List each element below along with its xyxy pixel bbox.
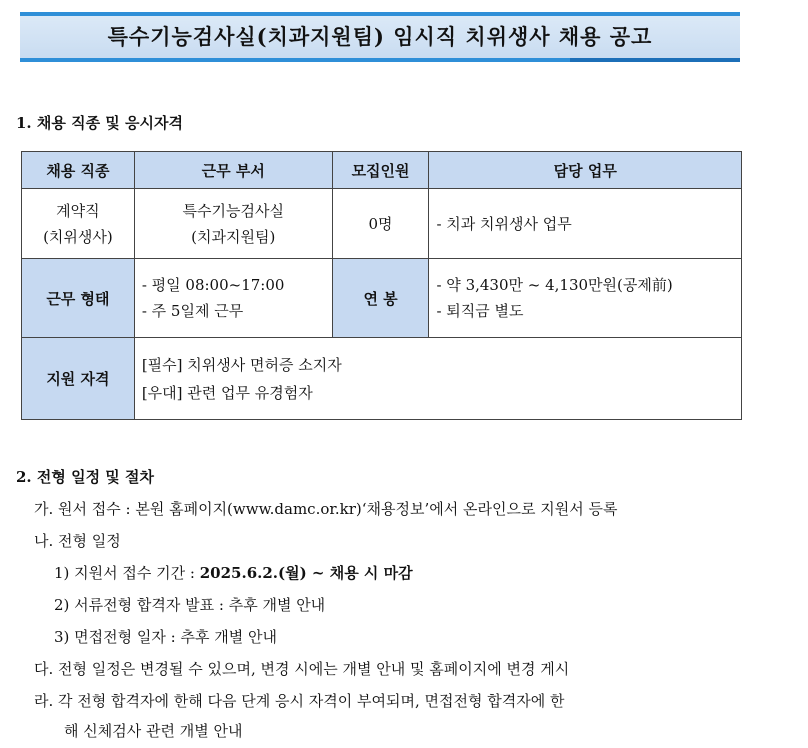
- duty-cell: - 치과 치위생사 업무: [429, 189, 742, 259]
- list-item: 가. 원서 접수 : 본원 홈페이지(www.damc.or.kr)‘채용정보’에서 온라인으로 지원서 등록: [34, 500, 618, 518]
- table-row: [22, 259, 742, 338]
- banner-bottom-rule: [20, 58, 570, 62]
- qualification-cell: [134, 338, 741, 420]
- job-type-line: (치위생사): [43, 227, 113, 246]
- section-2-heading: 2. 전형 일정 및 절차: [16, 468, 154, 486]
- recruitment-table: [21, 151, 742, 420]
- header-job-type: 채용 직종: [22, 152, 135, 189]
- list-item-continuation: 해 신체검사 관련 개별 안내: [64, 722, 243, 740]
- department-line: 특수기능검사실: [182, 201, 284, 220]
- work-type-line: - 평일 08:00~17:00: [141, 276, 285, 294]
- banner-bottom-rule-accent: [570, 58, 740, 62]
- salary-line: - 퇴직금 별도: [436, 302, 524, 320]
- qualification-label: 지원 자격: [22, 338, 135, 420]
- headcount-cell: 0명: [332, 189, 429, 259]
- job-type-cell: [22, 189, 135, 259]
- header-headcount: 모집인원: [332, 152, 429, 189]
- department-cell: [134, 189, 332, 259]
- work-type-line: - 주 5일제 근무: [141, 302, 244, 320]
- schedule-step-3: 3) 면접전형 일자 : 추후 개별 안내: [54, 628, 277, 646]
- header-duty: 담당 업무: [429, 152, 742, 189]
- table-row: [22, 189, 742, 259]
- page-title: 특수기능검사실(치과지원팀) 임시직 치위생사 채용 공고: [107, 24, 653, 49]
- list-item: 나. 전형 일정: [34, 532, 121, 550]
- work-type-label: 근무 형태: [22, 259, 135, 338]
- schedule-step-2: 2) 서류전형 합격자 발표 : 추후 개별 안내: [54, 596, 326, 614]
- salary-line: - 약 3,430만 ~ 4,130만원(공제前): [436, 276, 673, 294]
- salary-label: 연 봉: [332, 259, 429, 338]
- table-row: [22, 338, 742, 420]
- qualification-line: [필수] 치위생사 면허증 소지자: [141, 355, 342, 374]
- work-type-cell: [134, 259, 332, 338]
- list-item: 라. 각 전형 합격자에 한해 다음 단계 응시 자격이 부여되며, 면접전형 합격자에 한: [34, 692, 565, 710]
- list-item: 다. 전형 일정은 변경될 수 있으며, 변경 시에는 개별 안내 및 홈페이지에 변경 게시: [34, 660, 570, 678]
- salary-cell: [429, 259, 742, 338]
- title-banner: [20, 12, 740, 62]
- job-type-line: 계약직: [56, 201, 100, 220]
- department-line: (치과지원팀): [191, 227, 276, 246]
- schedule-step-1: [54, 562, 413, 583]
- schedule-step-1-label: 1) 지원서 접수 기간 :: [54, 564, 200, 582]
- application-period: 2025.6.2.(월) ~ 채용 시 마감: [199, 564, 413, 582]
- table-header-row: [22, 152, 742, 189]
- section-1-heading: 1. 채용 직종 및 응시자격: [16, 114, 183, 132]
- header-department: 근무 부서: [134, 152, 332, 189]
- qualification-line: [우대] 관련 업무 유경험자: [141, 383, 313, 402]
